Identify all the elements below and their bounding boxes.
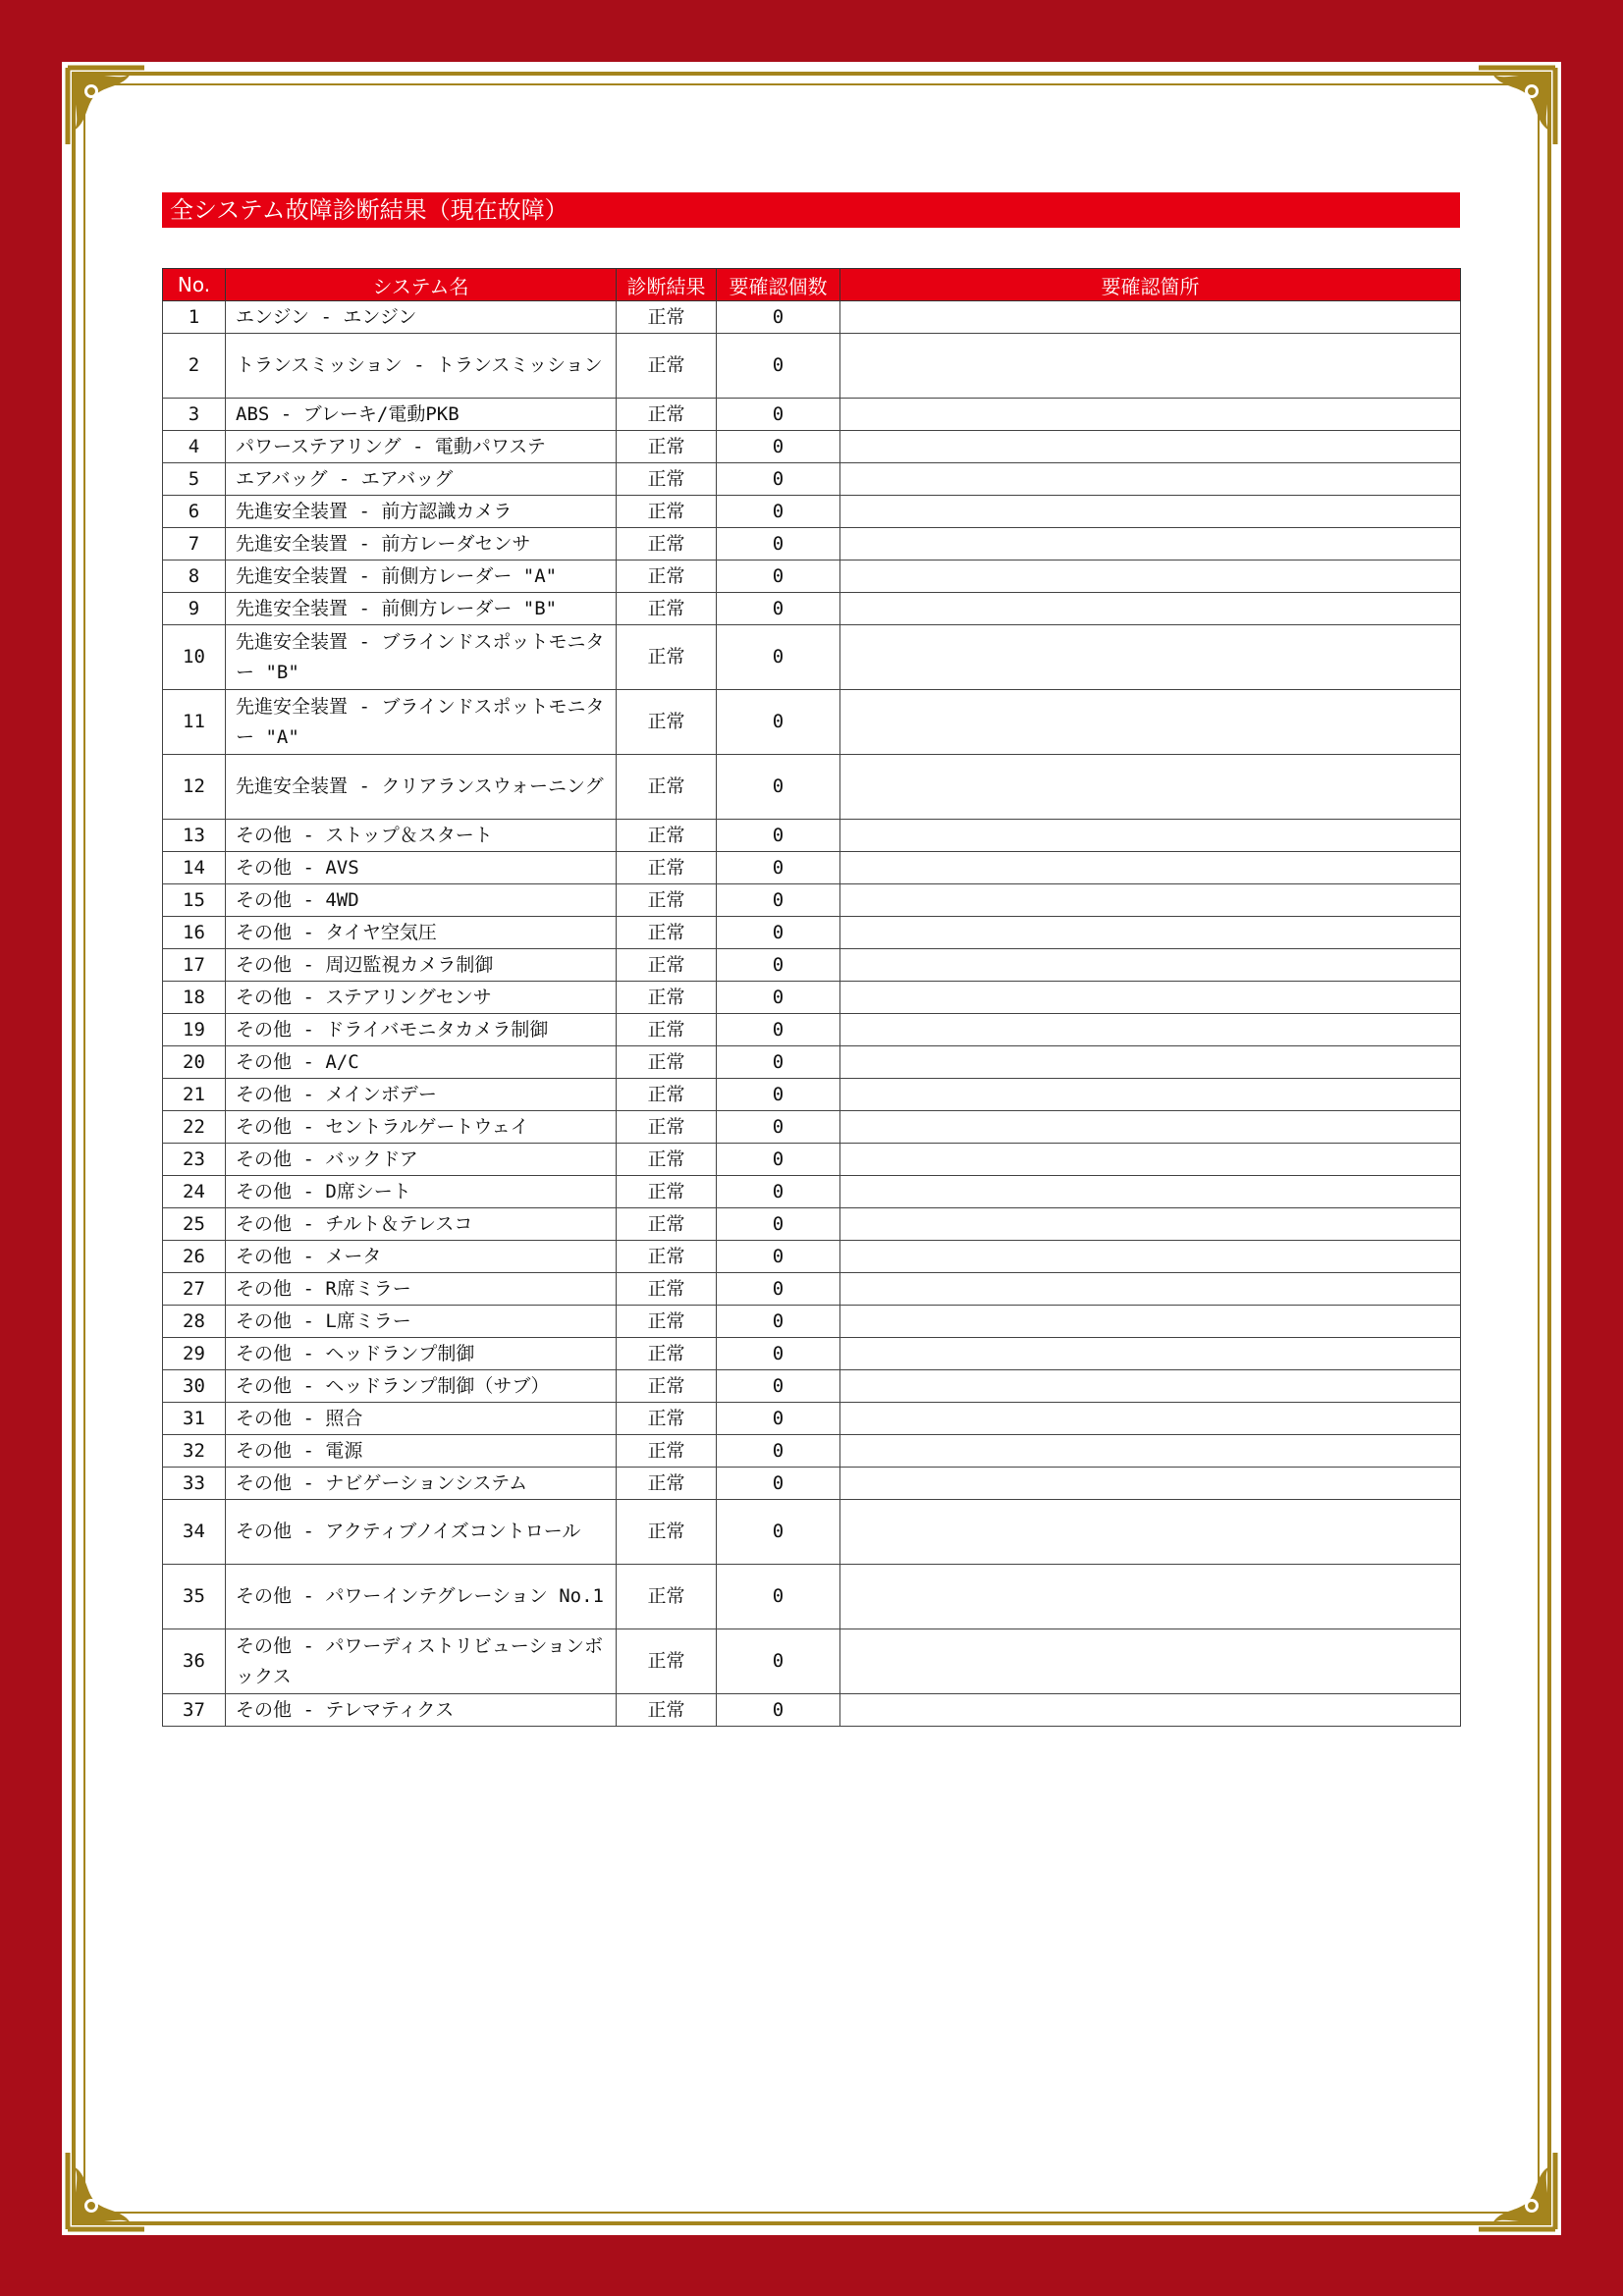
check-count-cell: 0 xyxy=(717,528,840,561)
corner-ornament-icon xyxy=(1473,2147,1561,2235)
row-number: 29 xyxy=(163,1338,226,1370)
diagnosis-result-cell: 正常 xyxy=(617,1435,717,1468)
table-row xyxy=(163,884,1461,917)
check-count-cell: 0 xyxy=(717,1241,840,1273)
diagnosis-result-cell: 正常 xyxy=(617,884,717,917)
system-name-cell: その他 - パワーインテグレーション No.1 xyxy=(226,1565,617,1629)
table-row xyxy=(163,949,1461,982)
table-row xyxy=(163,1403,1461,1435)
system-name-cell: その他 - 電源 xyxy=(226,1435,617,1468)
diagnosis-result-cell: 正常 xyxy=(617,1079,717,1111)
row-number: 33 xyxy=(163,1468,226,1500)
check-location-cell xyxy=(840,1046,1461,1079)
table-row xyxy=(163,1144,1461,1176)
check-location-cell xyxy=(840,1370,1461,1403)
check-location-cell xyxy=(840,1338,1461,1370)
row-number: 7 xyxy=(163,528,226,561)
check-location-cell xyxy=(840,1014,1461,1046)
diagnosis-result-cell: 正常 xyxy=(617,949,717,982)
row-number: 36 xyxy=(163,1629,226,1694)
system-name-cell: その他 - アクティブノイズコントロール xyxy=(226,1500,617,1565)
system-name-cell: エアバッグ - エアバッグ xyxy=(226,463,617,496)
check-count-cell: 0 xyxy=(717,1079,840,1111)
table-header-row xyxy=(163,269,1461,301)
system-name-cell: 先進安全装置 - ブラインドスポットモニター "A" xyxy=(226,690,617,755)
check-count-cell: 0 xyxy=(717,1629,840,1694)
check-location-cell xyxy=(840,496,1461,528)
check-location-cell xyxy=(840,755,1461,820)
check-count-cell: 0 xyxy=(717,1176,840,1208)
diagnosis-result-cell: 正常 xyxy=(617,334,717,399)
check-count-cell: 0 xyxy=(717,852,840,884)
system-name-cell: その他 - バックドア xyxy=(226,1144,617,1176)
check-count-cell: 0 xyxy=(717,593,840,625)
check-count-cell: 0 xyxy=(717,884,840,917)
header-location: 要確認箇所 xyxy=(840,269,1461,301)
check-count-cell: 0 xyxy=(717,1694,840,1727)
check-count-cell: 0 xyxy=(717,431,840,463)
diagnosis-result-cell: 正常 xyxy=(617,431,717,463)
check-count-cell: 0 xyxy=(717,1338,840,1370)
system-name-cell: その他 - ナビゲーションシステム xyxy=(226,1468,617,1500)
row-number: 4 xyxy=(163,431,226,463)
system-name-cell: パワーステアリング - 電動パワステ xyxy=(226,431,617,463)
table-row xyxy=(163,1370,1461,1403)
table-row xyxy=(163,1435,1461,1468)
check-location-cell xyxy=(840,561,1461,593)
check-location-cell xyxy=(840,1629,1461,1694)
table-row xyxy=(163,496,1461,528)
diagnosis-result-cell: 正常 xyxy=(617,399,717,431)
row-number: 35 xyxy=(163,1565,226,1629)
table-row xyxy=(163,625,1461,690)
check-location-cell xyxy=(840,1306,1461,1338)
system-name-cell: その他 - セントラルゲートウェイ xyxy=(226,1111,617,1144)
system-name-cell: その他 - ドライバモニタカメラ制御 xyxy=(226,1014,617,1046)
table-row xyxy=(163,690,1461,755)
table-row xyxy=(163,1046,1461,1079)
table-row xyxy=(163,1079,1461,1111)
row-number: 30 xyxy=(163,1370,226,1403)
check-location-cell xyxy=(840,1241,1461,1273)
check-count-cell: 0 xyxy=(717,561,840,593)
corner-ornament-icon xyxy=(62,2147,150,2235)
diagnosis-result-cell: 正常 xyxy=(617,1306,717,1338)
table-row xyxy=(163,852,1461,884)
row-number: 2 xyxy=(163,334,226,399)
diagnosis-result-cell: 正常 xyxy=(617,561,717,593)
system-name-cell: 先進安全装置 - 前方レーダセンサ xyxy=(226,528,617,561)
check-count-cell: 0 xyxy=(717,917,840,949)
row-number: 34 xyxy=(163,1500,226,1565)
diagnosis-result-cell: 正常 xyxy=(617,528,717,561)
diagnosis-result-cell: 正常 xyxy=(617,1629,717,1694)
system-name-cell: ABS - ブレーキ/電動PKB xyxy=(226,399,617,431)
table-row xyxy=(163,561,1461,593)
check-location-cell xyxy=(840,399,1461,431)
diagnosis-result-cell: 正常 xyxy=(617,917,717,949)
check-location-cell xyxy=(840,820,1461,852)
diagnosis-result-cell: 正常 xyxy=(617,593,717,625)
row-number: 13 xyxy=(163,820,226,852)
check-count-cell: 0 xyxy=(717,1468,840,1500)
check-location-cell xyxy=(840,1079,1461,1111)
table-row xyxy=(163,1208,1461,1241)
check-count-cell: 0 xyxy=(717,1500,840,1565)
system-name-cell: その他 - ヘッドランプ制御（サブ） xyxy=(226,1370,617,1403)
table-row xyxy=(163,1629,1461,1694)
row-number: 1 xyxy=(163,301,226,334)
diagnosis-result-cell: 正常 xyxy=(617,1403,717,1435)
table-row xyxy=(163,1273,1461,1306)
check-count-cell: 0 xyxy=(717,1208,840,1241)
check-location-cell xyxy=(840,949,1461,982)
row-number: 28 xyxy=(163,1306,226,1338)
check-location-cell xyxy=(840,1208,1461,1241)
row-number: 23 xyxy=(163,1144,226,1176)
table-body xyxy=(163,301,1461,1727)
table-row xyxy=(163,528,1461,561)
check-location-cell xyxy=(840,982,1461,1014)
check-count-cell: 0 xyxy=(717,1565,840,1629)
check-location-cell xyxy=(840,301,1461,334)
diagnosis-result-cell: 正常 xyxy=(617,1468,717,1500)
row-number: 15 xyxy=(163,884,226,917)
system-name-cell: エンジン - エンジン xyxy=(226,301,617,334)
system-name-cell: 先進安全装置 - 前側方レーダー "B" xyxy=(226,593,617,625)
system-name-cell: その他 - メータ xyxy=(226,1241,617,1273)
check-count-cell: 0 xyxy=(717,496,840,528)
row-number: 37 xyxy=(163,1694,226,1727)
system-name-cell: 先進安全装置 - 前側方レーダー "A" xyxy=(226,561,617,593)
system-name-cell: その他 - ストップ＆スタート xyxy=(226,820,617,852)
header-count: 要確認個数 xyxy=(717,269,840,301)
diagnosis-result-cell: 正常 xyxy=(617,1273,717,1306)
diagnosis-result-cell: 正常 xyxy=(617,1144,717,1176)
check-location-cell xyxy=(840,1694,1461,1727)
diagnosis-result-cell: 正常 xyxy=(617,1500,717,1565)
table-row xyxy=(163,1694,1461,1727)
check-location-cell xyxy=(840,528,1461,561)
check-count-cell: 0 xyxy=(717,1403,840,1435)
row-number: 6 xyxy=(163,496,226,528)
check-count-cell: 0 xyxy=(717,463,840,496)
system-name-cell: トランスミッション - トランスミッション xyxy=(226,334,617,399)
system-name-cell: 先進安全装置 - 前方認識カメラ xyxy=(226,496,617,528)
row-number: 18 xyxy=(163,982,226,1014)
check-count-cell: 0 xyxy=(717,1273,840,1306)
system-name-cell: その他 - R席ミラー xyxy=(226,1273,617,1306)
diagnosis-result-cell: 正常 xyxy=(617,820,717,852)
diagnosis-result-cell: 正常 xyxy=(617,496,717,528)
table-row xyxy=(163,1468,1461,1500)
system-name-cell: その他 - タイヤ空気圧 xyxy=(226,917,617,949)
table-row xyxy=(163,1176,1461,1208)
check-location-cell xyxy=(840,593,1461,625)
system-name-cell: その他 - テレマティクス xyxy=(226,1694,617,1727)
diagnosis-result-cell: 正常 xyxy=(617,1014,717,1046)
table-row xyxy=(163,1111,1461,1144)
system-name-cell: その他 - 4WD xyxy=(226,884,617,917)
system-name-cell: その他 - 周辺監視カメラ制御 xyxy=(226,949,617,982)
check-count-cell: 0 xyxy=(717,949,840,982)
table-row xyxy=(163,334,1461,399)
check-location-cell xyxy=(840,852,1461,884)
diagnosis-result-cell: 正常 xyxy=(617,625,717,690)
diagnosis-result-cell: 正常 xyxy=(617,1208,717,1241)
row-number: 12 xyxy=(163,755,226,820)
check-count-cell: 0 xyxy=(717,1111,840,1144)
table-row xyxy=(163,1241,1461,1273)
table-row xyxy=(163,399,1461,431)
report-title: 全システム故障診断結果（現在故障） xyxy=(162,192,1460,228)
diagnosis-result-cell: 正常 xyxy=(617,982,717,1014)
header-result: 診断結果 xyxy=(617,269,717,301)
check-location-cell xyxy=(840,1468,1461,1500)
row-number: 24 xyxy=(163,1176,226,1208)
diagnosis-result-cell: 正常 xyxy=(617,1241,717,1273)
diagnosis-table xyxy=(162,268,1461,1727)
diagnosis-result-cell: 正常 xyxy=(617,1046,717,1079)
system-name-cell: その他 - ヘッドランプ制御 xyxy=(226,1338,617,1370)
diagnosis-result-cell: 正常 xyxy=(617,1565,717,1629)
row-number: 11 xyxy=(163,690,226,755)
diagnosis-result-cell: 正常 xyxy=(617,301,717,334)
row-number: 19 xyxy=(163,1014,226,1046)
row-number: 8 xyxy=(163,561,226,593)
table-row xyxy=(163,1500,1461,1565)
check-location-cell xyxy=(840,1144,1461,1176)
system-name-cell: その他 - メインボデー xyxy=(226,1079,617,1111)
check-count-cell: 0 xyxy=(717,625,840,690)
table-row xyxy=(163,755,1461,820)
system-name-cell: その他 - パワーディストリビューションボックス xyxy=(226,1629,617,1694)
header-no: No. xyxy=(163,269,226,301)
check-location-cell xyxy=(840,463,1461,496)
check-count-cell: 0 xyxy=(717,820,840,852)
system-name-cell: その他 - 照合 xyxy=(226,1403,617,1435)
check-count-cell: 0 xyxy=(717,1370,840,1403)
corner-ornament-icon xyxy=(62,62,150,150)
diagnosis-result-cell: 正常 xyxy=(617,1694,717,1727)
check-location-cell xyxy=(840,1111,1461,1144)
diagnosis-result-cell: 正常 xyxy=(617,690,717,755)
check-location-cell xyxy=(840,1435,1461,1468)
table-row xyxy=(163,982,1461,1014)
check-location-cell xyxy=(840,884,1461,917)
check-location-cell xyxy=(840,1403,1461,1435)
table-row xyxy=(163,431,1461,463)
system-name-cell: 先進安全装置 - クリアランスウォーニング xyxy=(226,755,617,820)
corner-ornament-icon xyxy=(1473,62,1561,150)
diagnosis-result-cell: 正常 xyxy=(617,755,717,820)
row-number: 16 xyxy=(163,917,226,949)
check-count-cell: 0 xyxy=(717,690,840,755)
header-system-name: システム名 xyxy=(226,269,617,301)
row-number: 9 xyxy=(163,593,226,625)
check-location-cell xyxy=(840,1176,1461,1208)
check-count-cell: 0 xyxy=(717,399,840,431)
report-page xyxy=(62,62,1561,2235)
check-count-cell: 0 xyxy=(717,1014,840,1046)
system-name-cell: その他 - AVS xyxy=(226,852,617,884)
row-number: 17 xyxy=(163,949,226,982)
row-number: 22 xyxy=(163,1111,226,1144)
check-count-cell: 0 xyxy=(717,1144,840,1176)
table-row xyxy=(163,917,1461,949)
row-number: 27 xyxy=(163,1273,226,1306)
row-number: 25 xyxy=(163,1208,226,1241)
diagnosis-result-cell: 正常 xyxy=(617,1176,717,1208)
check-location-cell xyxy=(840,1500,1461,1565)
check-count-cell: 0 xyxy=(717,1306,840,1338)
row-number: 5 xyxy=(163,463,226,496)
table-row xyxy=(163,1565,1461,1629)
row-number: 10 xyxy=(163,625,226,690)
diagnosis-result-cell: 正常 xyxy=(617,463,717,496)
check-count-cell: 0 xyxy=(717,1435,840,1468)
check-count-cell: 0 xyxy=(717,755,840,820)
row-number: 21 xyxy=(163,1079,226,1111)
table-row xyxy=(163,1014,1461,1046)
table-row xyxy=(163,1338,1461,1370)
diagnosis-result-cell: 正常 xyxy=(617,1111,717,1144)
system-name-cell: その他 - ステアリングセンサ xyxy=(226,982,617,1014)
system-name-cell: その他 - A/C xyxy=(226,1046,617,1079)
diagnosis-result-cell: 正常 xyxy=(617,852,717,884)
check-count-cell: 0 xyxy=(717,334,840,399)
row-number: 20 xyxy=(163,1046,226,1079)
check-location-cell xyxy=(840,1565,1461,1629)
check-location-cell xyxy=(840,917,1461,949)
system-name-cell: その他 - L席ミラー xyxy=(226,1306,617,1338)
row-number: 26 xyxy=(163,1241,226,1273)
system-name-cell: その他 - チルト＆テレスコ xyxy=(226,1208,617,1241)
row-number: 31 xyxy=(163,1403,226,1435)
table-row xyxy=(163,1306,1461,1338)
row-number: 32 xyxy=(163,1435,226,1468)
check-count-cell: 0 xyxy=(717,301,840,334)
table-row xyxy=(163,593,1461,625)
check-location-cell xyxy=(840,625,1461,690)
check-location-cell xyxy=(840,431,1461,463)
row-number: 14 xyxy=(163,852,226,884)
table-row xyxy=(163,463,1461,496)
system-name-cell: 先進安全装置 - ブラインドスポットモニター "B" xyxy=(226,625,617,690)
check-count-cell: 0 xyxy=(717,1046,840,1079)
check-location-cell xyxy=(840,1273,1461,1306)
diagnosis-result-cell: 正常 xyxy=(617,1370,717,1403)
diagnosis-result-cell: 正常 xyxy=(617,1338,717,1370)
table-row xyxy=(163,301,1461,334)
row-number: 3 xyxy=(163,399,226,431)
table-row xyxy=(163,820,1461,852)
check-location-cell xyxy=(840,690,1461,755)
check-location-cell xyxy=(840,334,1461,399)
system-name-cell: その他 - D席シート xyxy=(226,1176,617,1208)
check-count-cell: 0 xyxy=(717,982,840,1014)
